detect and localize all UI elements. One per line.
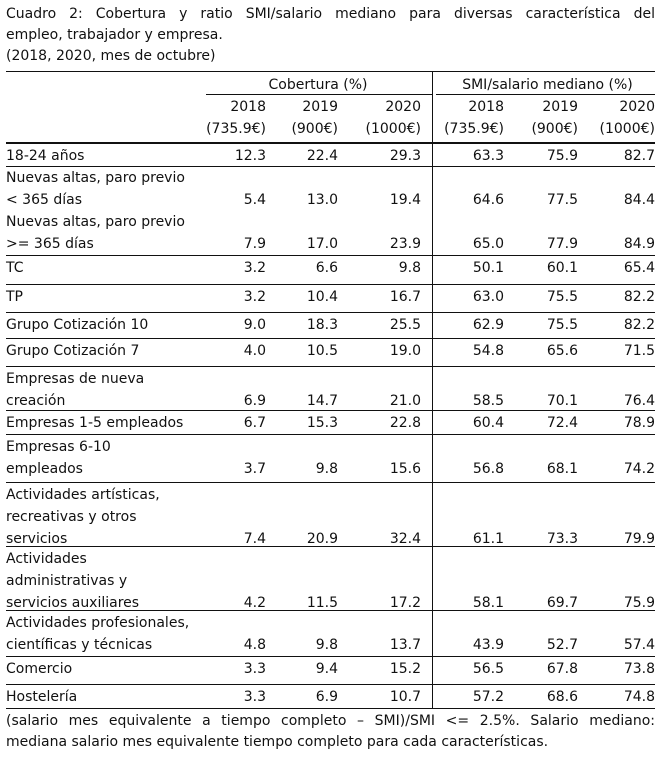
table-cell-r0-c2: 29.3 xyxy=(389,148,421,164)
table-row-label: 18-24 años xyxy=(6,148,85,164)
table-cell-r14-c2: 10.7 xyxy=(389,689,421,705)
row-separator-4 xyxy=(6,338,655,339)
row-separator-13 xyxy=(6,708,655,709)
table-cell-r9-c4: 68.1 xyxy=(546,461,578,477)
table-cell-r4-c3: 63.0 xyxy=(472,289,504,305)
row-separator-7 xyxy=(6,434,655,435)
caption-line-3: (2018, 2020, mes de octubre) xyxy=(6,48,216,64)
table-cell-r7-c1: 14.7 xyxy=(306,393,338,409)
table-cell-r10-c2: 32.4 xyxy=(389,531,421,547)
table-cell-r6-c3: 54.8 xyxy=(472,343,504,359)
table-cell-r13-c0: 3.3 xyxy=(243,661,266,677)
table-row-label: Actividades administrativas y servicios auxiliares xyxy=(6,551,140,611)
table-cell-r8-c4: 72.4 xyxy=(546,415,578,431)
table-cell-r9-c0: 3.7 xyxy=(243,461,266,477)
table-cell-r10-c3: 61.1 xyxy=(472,531,504,547)
table-cell-r5-c5: 82.2 xyxy=(623,317,655,333)
table-footnote xyxy=(6,711,655,753)
column-year-4: 2019 xyxy=(542,99,578,115)
row-separator-3 xyxy=(6,312,655,313)
column-amount-1: (900€) xyxy=(291,121,338,137)
table-cell-r7-c4: 70.1 xyxy=(546,393,578,409)
column-amount-0: (735.9€) xyxy=(206,121,266,137)
row-separator-12 xyxy=(6,684,655,685)
table-row-label: Empresas de nueva creación xyxy=(6,371,145,409)
table-cell-r6-c0: 4.0 xyxy=(243,343,266,359)
table-cell-r7-c0: 6.9 xyxy=(243,393,266,409)
table-cell-r11-c3: 58.1 xyxy=(472,595,504,611)
table-row-label: TP xyxy=(6,289,23,305)
table-cell-r13-c5: 73.8 xyxy=(623,661,655,677)
footnote-line-1: (salario mes equivalente a tiempo completo – SMI)/SMI <= 2.5%. Salario mediano: xyxy=(6,713,655,729)
table-row-label: Nuevas altas, paro previo < 365 días xyxy=(6,170,185,208)
table-cell-r0-c4: 75.9 xyxy=(546,148,578,164)
column-year-2: 2020 xyxy=(385,99,421,115)
table-cell-r2-c2: 23.9 xyxy=(389,236,421,252)
table-cell-r5-c4: 75.5 xyxy=(546,317,578,333)
table-cell-r3-c4: 60.1 xyxy=(546,260,578,276)
table-cell-r1-c2: 19.4 xyxy=(389,192,421,208)
table-cell-r8-c1: 15.3 xyxy=(306,415,338,431)
table-cell-r10-c4: 73.3 xyxy=(546,531,578,547)
table-row-label: Actividades profesionales, científicas y técnicas xyxy=(6,615,190,653)
table-row-label: TC xyxy=(6,260,24,276)
table-row-label: Hostelería xyxy=(6,689,78,705)
table-cell-r10-c0: 7.4 xyxy=(243,531,266,547)
table-cell-r0-c0: 12.3 xyxy=(234,148,266,164)
table-cell-r2-c1: 17.0 xyxy=(306,236,338,252)
column-amount-3: (735.9€) xyxy=(444,121,504,137)
row-separator-1 xyxy=(6,255,655,256)
header-bottom-rule xyxy=(6,142,655,144)
table-cell-r3-c2: 9.8 xyxy=(398,260,421,276)
table-cell-r9-c2: 15.6 xyxy=(389,461,421,477)
table-row-label: Comercio xyxy=(6,661,73,677)
table-cell-r8-c0: 6.7 xyxy=(243,415,266,431)
column-year-3: 2018 xyxy=(468,99,504,115)
table-cell-r9-c5: 74.2 xyxy=(623,461,655,477)
table-cell-r3-c3: 50.1 xyxy=(472,260,504,276)
group-header-cobertura: Cobertura (%) xyxy=(268,77,368,93)
table-cell-r4-c0: 3.2 xyxy=(243,289,266,305)
caption-line-2: empleo, trabajador y empresa. xyxy=(6,27,223,43)
table-row-label: Empresas 1-5 empleados xyxy=(6,415,184,431)
table-row-label: Empresas 6-10 empleados xyxy=(6,439,111,477)
table-cell-r13-c3: 56.5 xyxy=(472,661,504,677)
table-row-label: Actividades artísticas, recreativas y otros servicios xyxy=(6,487,160,547)
table-cell-r10-c5: 79.9 xyxy=(623,531,655,547)
table-cell-r5-c2: 25.5 xyxy=(389,317,421,333)
table-row-label: Nuevas altas, paro previo >= 365 días xyxy=(6,214,185,252)
column-year-1: 2019 xyxy=(302,99,338,115)
caption-line-1: Cuadro 2: Cobertura y ratio SMI/salario mediano para diversas característica del xyxy=(6,6,655,22)
table-cell-r5-c0: 9.0 xyxy=(243,317,266,333)
table-cell-r11-c1: 11.5 xyxy=(306,595,338,611)
table-caption xyxy=(6,4,655,67)
table-cell-r9-c3: 56.8 xyxy=(472,461,504,477)
table-cell-r13-c2: 15.2 xyxy=(389,661,421,677)
table-row-label: Grupo Cotización 7 xyxy=(6,343,140,359)
table-cell-r14-c3: 57.2 xyxy=(472,689,504,705)
table-cell-r3-c5: 65.4 xyxy=(623,260,655,276)
row-separator-8 xyxy=(6,482,655,483)
table-cell-r7-c5: 76.4 xyxy=(623,393,655,409)
table-cell-r0-c5: 82.7 xyxy=(623,148,655,164)
group-divider xyxy=(432,71,433,708)
table-cell-r11-c4: 69.7 xyxy=(546,595,578,611)
table-cell-r7-c2: 21.0 xyxy=(389,393,421,409)
group-header-smi: SMI/salario mediano (%) xyxy=(462,77,633,93)
table-cell-r8-c2: 22.8 xyxy=(389,415,421,431)
table-cell-r1-c0: 5.4 xyxy=(243,192,266,208)
table-row-label: Grupo Cotización 10 xyxy=(6,317,149,333)
table-cell-r4-c5: 82.2 xyxy=(623,289,655,305)
table-cell-r12-c2: 13.7 xyxy=(389,637,421,653)
column-amount-4: (900€) xyxy=(531,121,578,137)
table-cell-r12-c4: 52.7 xyxy=(546,637,578,653)
table-cell-r12-c3: 43.9 xyxy=(472,637,504,653)
table-cell-r3-c0: 3.2 xyxy=(243,260,266,276)
table-cell-r1-c1: 13.0 xyxy=(306,192,338,208)
table-cell-r11-c2: 17.2 xyxy=(389,595,421,611)
column-amount-5: (1000€) xyxy=(599,121,655,137)
table-cell-r14-c4: 68.6 xyxy=(546,689,578,705)
table-cell-r5-c1: 18.3 xyxy=(306,317,338,333)
table-cell-r2-c0: 7.9 xyxy=(243,236,266,252)
column-amount-2: (1000€) xyxy=(365,121,421,137)
table-cell-r2-c3: 65.0 xyxy=(472,236,504,252)
table-cell-r11-c5: 75.9 xyxy=(623,595,655,611)
table-cell-r0-c3: 63.3 xyxy=(472,148,504,164)
table-cell-r2-c5: 84.9 xyxy=(623,236,655,252)
table-cell-r1-c4: 77.5 xyxy=(546,192,578,208)
table-cell-r14-c5: 74.8 xyxy=(623,689,655,705)
table-cell-r4-c1: 10.4 xyxy=(306,289,338,305)
footnote-line-2: mediana salario mes equivalente tiempo completo para cada características. xyxy=(6,734,549,750)
table-cell-r10-c1: 20.9 xyxy=(306,531,338,547)
table-top-rule xyxy=(6,71,655,72)
table-cell-r6-c2: 19.0 xyxy=(389,343,421,359)
row-separator-11 xyxy=(6,656,655,657)
table-cell-r1-c5: 84.4 xyxy=(623,192,655,208)
table-cell-r5-c3: 62.9 xyxy=(472,317,504,333)
table-cell-r6-c5: 71.5 xyxy=(623,343,655,359)
table-cell-r8-c5: 78.9 xyxy=(623,415,655,431)
table-cell-r1-c3: 64.6 xyxy=(472,192,504,208)
table-cell-r14-c0: 3.3 xyxy=(243,689,266,705)
table-cell-r0-c1: 22.4 xyxy=(306,148,338,164)
table-cell-r13-c4: 67.8 xyxy=(546,661,578,677)
table-cell-r7-c3: 58.5 xyxy=(472,393,504,409)
column-year-5: 2020 xyxy=(619,99,655,115)
table-cell-r12-c5: 57.4 xyxy=(623,637,655,653)
table-cell-r3-c1: 6.6 xyxy=(315,260,338,276)
table-cell-r12-c1: 9.8 xyxy=(315,637,338,653)
table-cell-r6-c1: 10.5 xyxy=(306,343,338,359)
table-cell-r9-c1: 9.8 xyxy=(315,461,338,477)
row-separator-2 xyxy=(6,284,655,285)
table-cell-r2-c4: 77.9 xyxy=(546,236,578,252)
table-cell-r11-c0: 4.2 xyxy=(243,595,266,611)
table-cell-r4-c4: 75.5 xyxy=(546,289,578,305)
row-separator-5 xyxy=(6,366,655,367)
table-cell-r4-c2: 16.7 xyxy=(389,289,421,305)
column-year-0: 2018 xyxy=(230,99,266,115)
table-cell-r12-c0: 4.8 xyxy=(243,637,266,653)
table-cell-r8-c3: 60.4 xyxy=(472,415,504,431)
table-cell-r6-c4: 65.6 xyxy=(546,343,578,359)
table-cell-r13-c1: 9.4 xyxy=(315,661,338,677)
table-cell-r14-c1: 6.9 xyxy=(315,689,338,705)
